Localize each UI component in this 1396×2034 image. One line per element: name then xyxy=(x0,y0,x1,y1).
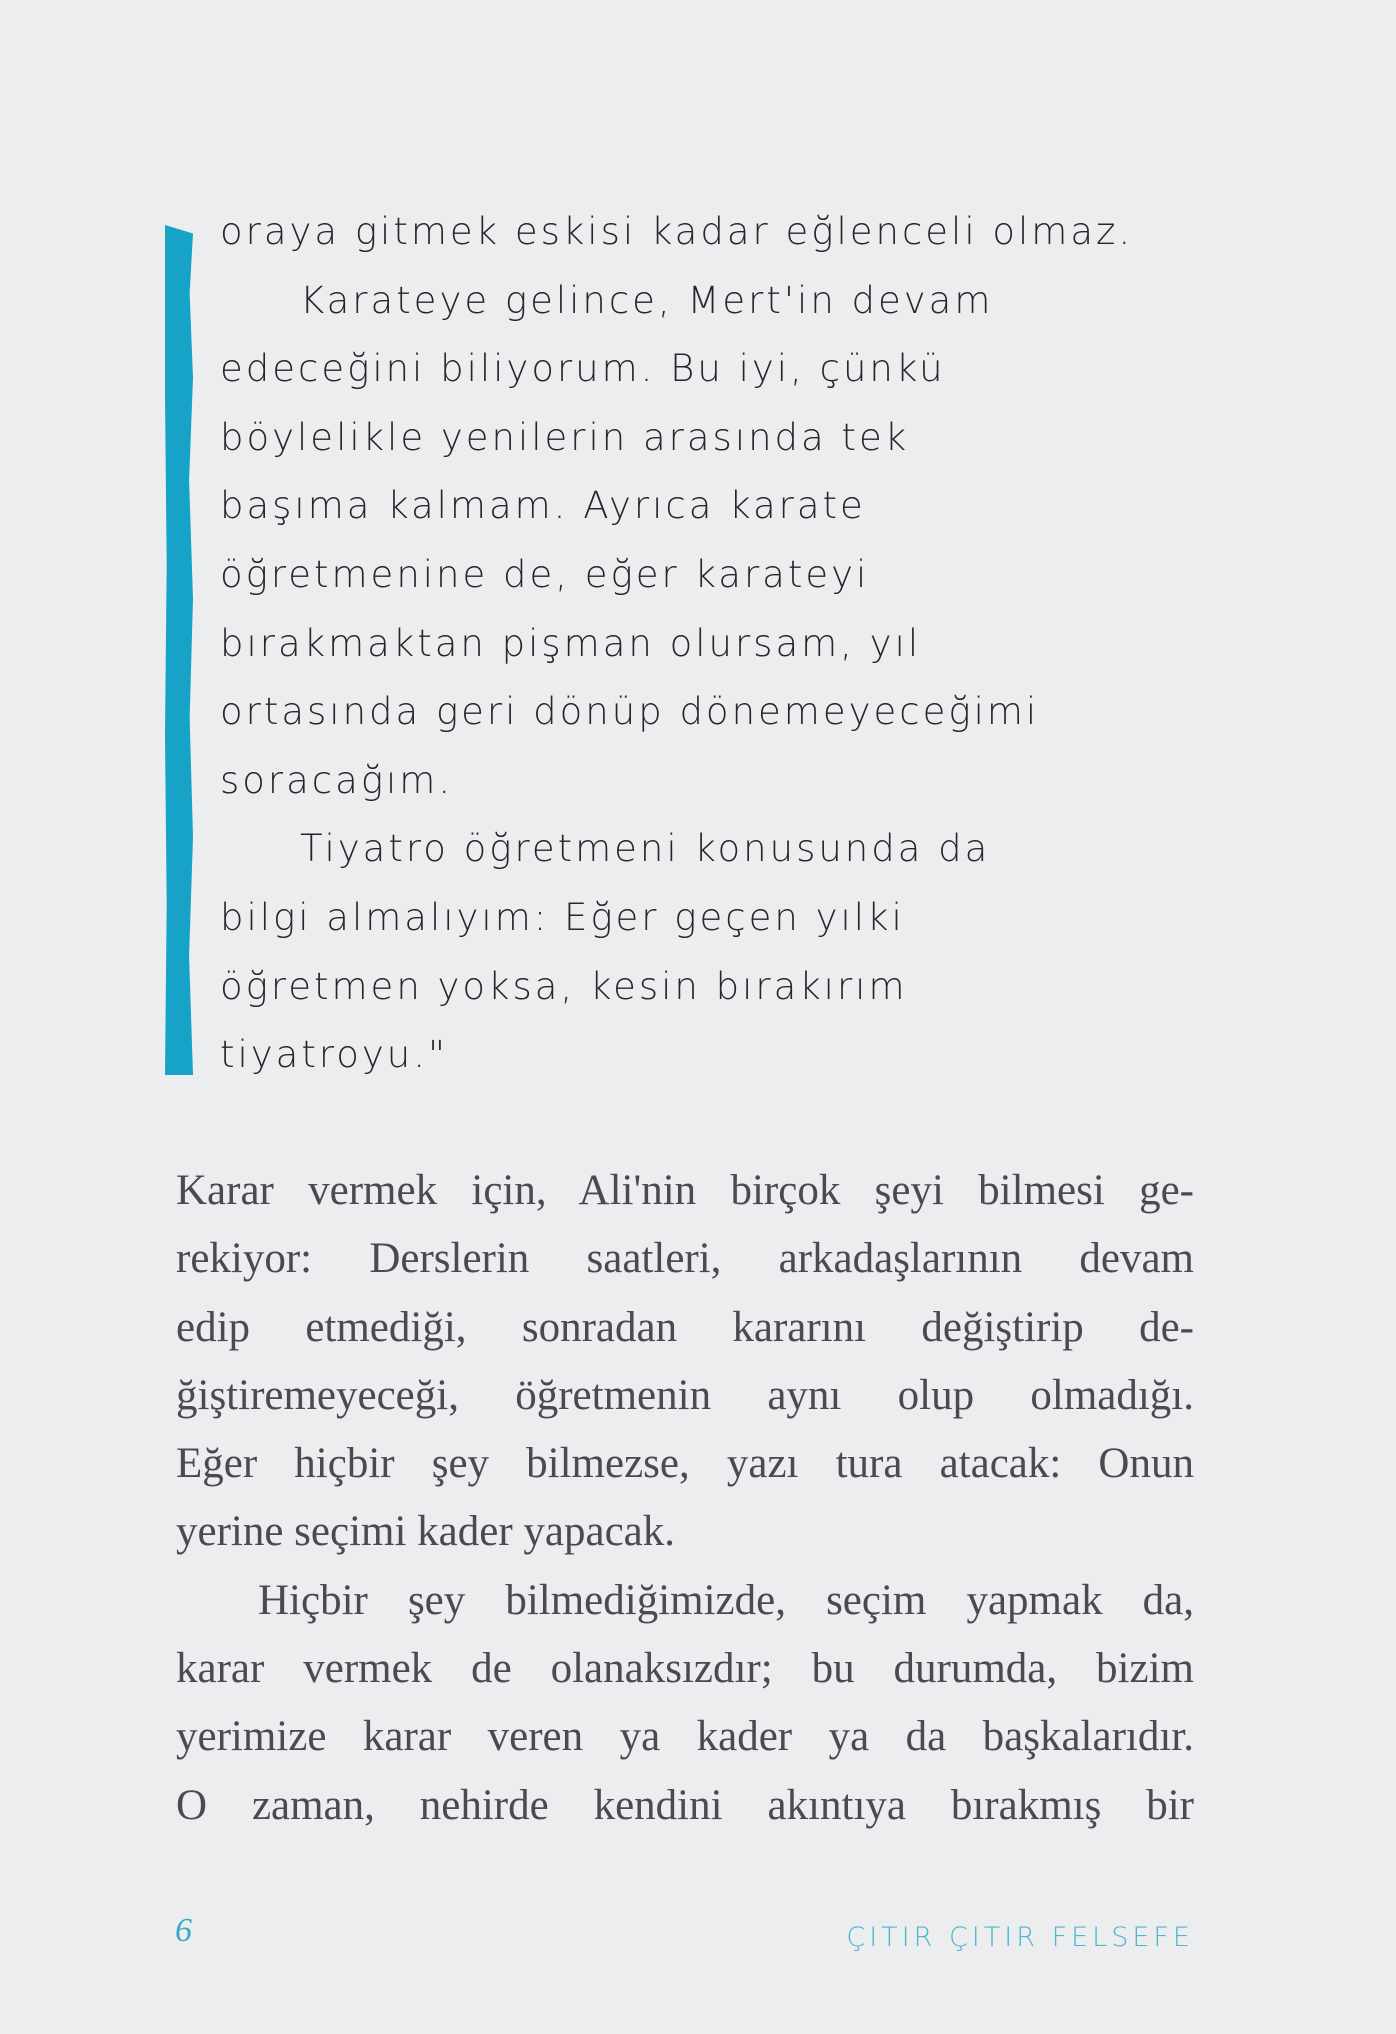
body-line: Eğer hiçbir şey bilmezse, yazı tura atacak: Onun xyxy=(176,1440,1194,1488)
quote-line: başıma kalmam. Ayrıca karate xyxy=(220,484,866,528)
quote-line: öğretmen yoksa, kesin bırakırım xyxy=(220,964,908,1008)
quote-line: böylelikle yenilerin arasında tek xyxy=(220,415,910,459)
body-line: yerine seçimi kader yapacak. xyxy=(176,1508,676,1556)
body-text xyxy=(176,1157,1194,1840)
body-line: ğiştiremeyeceği, öğretmenin aynı olup olmadığı. xyxy=(176,1371,1194,1419)
quote-line: öğretmenine de, eğer karateyi xyxy=(220,552,870,596)
quote-line: edeceğini biliyorum. Bu iyi, çünkü xyxy=(220,347,946,391)
quote-line: ortasında geri dönüp dönemeyeceğimi xyxy=(220,690,1040,734)
quote-line: Karateye gelince, Mert'in devam xyxy=(300,278,994,322)
quote-line: bırakmaktan pişman olursam, yıl xyxy=(220,621,922,665)
body-line: yerimize karar veren ya kader ya da başkalarıdır. xyxy=(176,1713,1194,1761)
body-line: edip etmediği, sonradan kararını değiştirip de- xyxy=(176,1303,1194,1351)
quote-line: tiyatroyu." xyxy=(220,1033,449,1077)
quote-line: Tiyatro öğretmeni konusunda da xyxy=(300,827,991,871)
quote-accent-bar xyxy=(165,225,193,1075)
body-line: karar vermek de olanaksızdır; bu durumda, bizim xyxy=(176,1645,1194,1693)
quote-line: oraya gitmek eskisi kadar eğlenceli olmaz. xyxy=(220,210,1134,253)
body-line: rekiyor: Derslerin saatleri, arkadaşlarının devam xyxy=(176,1235,1194,1283)
body-line: O zaman, nehirde kendini akıntıya bırakmış bir xyxy=(176,1781,1194,1829)
running-title: ÇITIR ÇITIR FELSEFE xyxy=(846,1922,1194,1953)
quote-line: bilgi almalıyım: Eğer geçen yılki xyxy=(220,895,905,939)
handwritten-quote xyxy=(220,198,1230,1090)
page-number: 6 xyxy=(175,1912,192,1949)
quote-line: soracağım. xyxy=(220,758,454,802)
body-line: Karar vermek için, Ali'nin birçok şeyi bilmesi ge- xyxy=(176,1167,1194,1214)
body-line: Hiçbir şey bilmediğimizde, seçim yapmak da, xyxy=(258,1576,1194,1624)
